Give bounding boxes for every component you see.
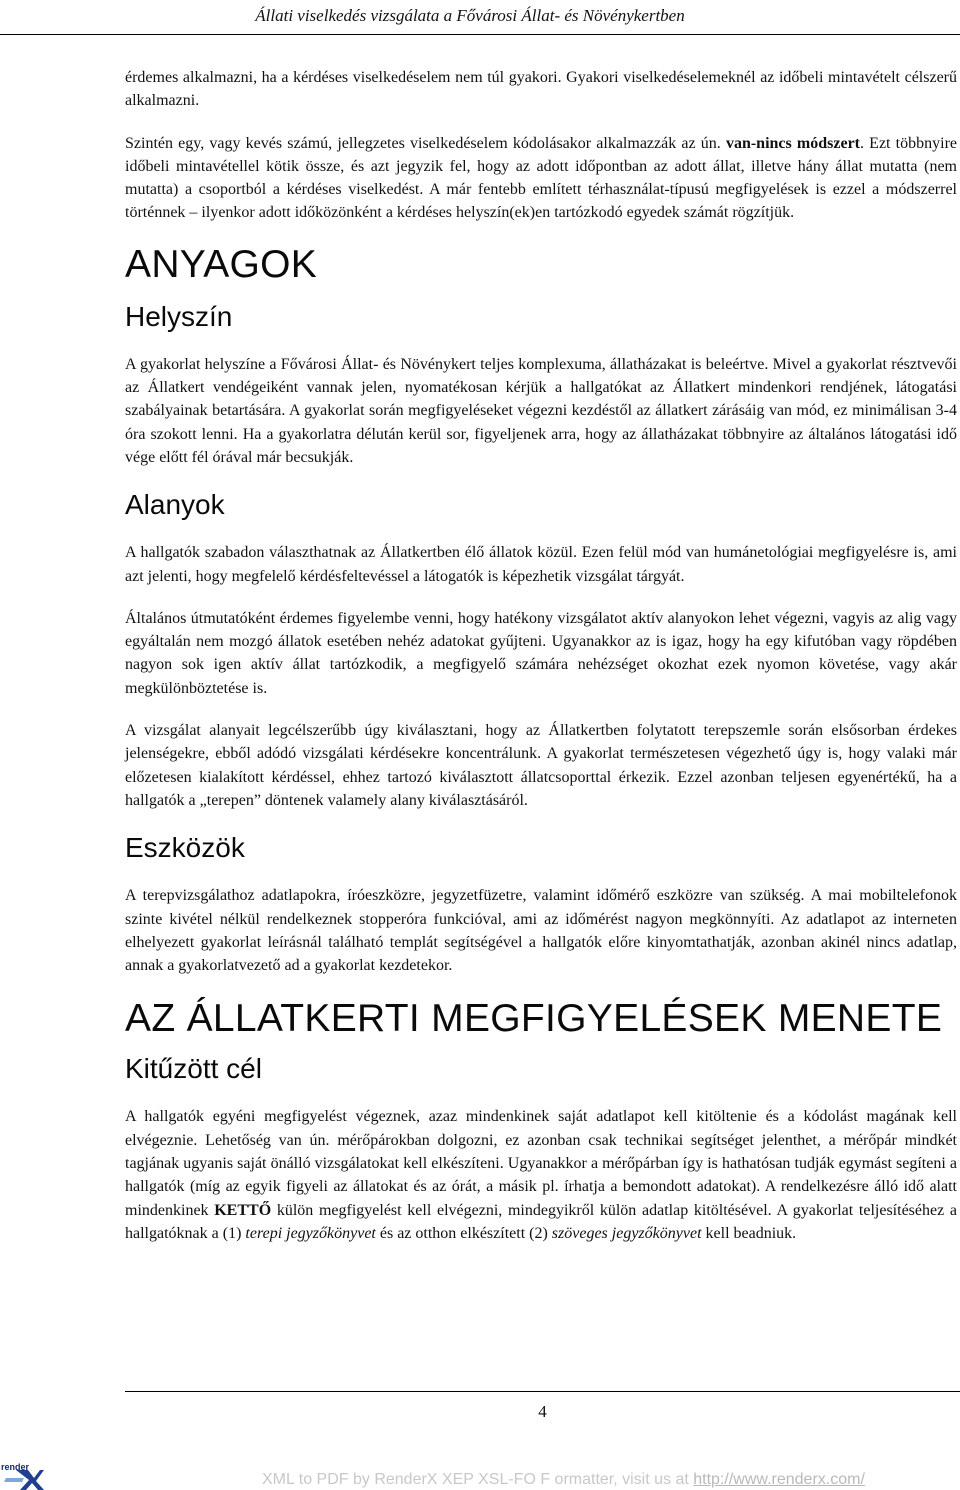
text-span: külön megfigyelést kell elvégezni, mindegyikről külön adatlap kitöltésével. A gyakorlat teljesítéséhez a hallgatóknak a (1) bbox=[125, 1201, 957, 1242]
text-span: kell beadniuk. bbox=[701, 1224, 797, 1242]
paragraph-kituzott-cel bbox=[125, 1105, 957, 1245]
heading-alanyok: Alanyok bbox=[125, 489, 225, 521]
paragraph-alanyok-1: A hallgatók szabadon választhatnak az Állatkertben élő állatok közül. Ezen felül mód van humánetológiai megfigyelésre is, ami azt jelenti, hogy megfelelő kérdésfeltevéssel a látogatók is képezhetik vizsgálat tárgyát. bbox=[125, 544, 957, 585]
watermark bbox=[262, 1471, 865, 1489]
page-content bbox=[125, 66, 957, 1245]
heading-anyagok: ANYAGOK bbox=[125, 242, 318, 286]
heading-helyszin: Helyszín bbox=[125, 300, 233, 332]
text-span: Szintén egy, vagy kevés számú, jellegzetes viselkedéselem kódolásakor alkalmazzák az ún. bbox=[125, 134, 726, 152]
page-number: 4 bbox=[538, 1402, 547, 1421]
bold-term: van-nincs módszert bbox=[725, 134, 861, 152]
paragraph-sampling-intro: érdemes alkalmazni, ha a kérdéses viselkedéselem nem túl gyakori. Gyakori viselkedéselemeknél az időbeli mintavételt célszerű alkalmazni. bbox=[125, 69, 957, 110]
logo-text: render bbox=[1, 1462, 30, 1472]
paragraph-alanyok-3: A vizsgálat alanyait legcélszerűbb úgy kiválasztani, hogy az Állatkertben folytatott terepszemle során elsősorban érdekes jelenségekre, ebből adódó vizsgálati kérdésekre koncentrálunk. A gyakorlat természetesen végezhető úgy is, hogy valaki már előzetesen kialakított kérdéssel, ehhez tartozó kiválasztott állatcsoporttal érkezik. Ezzel azonban teljesen egyenértékű, ha a hallgatók a „terepen” döntenek valamely alany kiválasztásáról. bbox=[125, 722, 957, 809]
header-rule bbox=[0, 34, 960, 35]
paragraph-alanyok-2: Általános útmutatóként érdemes figyelembe venni, hogy hatékony vizsgálatot aktív alanyokon lehet végezni, vagyis az alig vagy egyáltalán nem mozgó állatok esetében nehéz adatokat gyűjteni. Ugyanakkor az is igaz, hogy ha egy kifutóban vagy röpdében nagyon sok igen aktív állat tartózkodik, a megfigyelő számára nehézséget okozhat ezek nyomon követése, vagy akár megkülönböztetése is. bbox=[125, 609, 957, 697]
heading-kituzott-cel: Kitűzött cél bbox=[125, 1053, 262, 1085]
watermark-text: XML to PDF by RenderX XEP XSL-FO F ormatter, visit us at bbox=[262, 1471, 694, 1488]
bold-term: KETTŐ bbox=[214, 1201, 272, 1219]
paragraph-helyszin: A gyakorlat helyszíne a Fővárosi Állat- és Növénykert teljes komplexuma, állatházakat is beleértve. Mivel a gyakorlat résztvevői az Állatkert vendégeiként vannak jelen, nyomatékosan kérjük a hallgatókat az Állatkert mindenkori rendjének, látogatási szabályainak betartására. A gyakorlat során megfigyeléseket végezni kezdéstől az állatkert zárásáig van mód, ez minimálisan 3-4 óra szokott lenni. Ha a gyakorlatra délután kerül sor, figyeljenek arra, hogy az állatházakat többnyire az általános látogatási idő vége előtt fél órával már becsukják. bbox=[125, 355, 957, 466]
watermark-link[interactable]: http://www.renderx.com/ bbox=[693, 1471, 865, 1488]
heading-menete: AZ ÁLLATKERTI MEGFIGYELÉSEK MENETE bbox=[125, 997, 943, 1041]
text-span: . Ezt többnyire időbeli mintavétellel kötik össze, és azt jegyzik fel, hogy az adott időpontban az adott állat, illetve hány állat mutatta (nem mutatta) a csoportból a kérdéses viselkedést. A már fentebb említett térhasználat-típusú megfigyelések is ezzel a módszerrel történnek – ilyenkor adott időközönként a kérdéses helyszín(ek)en tartózkodó egyedek számát rögzítjük. bbox=[125, 134, 957, 222]
running-header: Állati viselkedés vizsgálata a Fővárosi Állat- és Növénykertben bbox=[255, 6, 685, 25]
italic-term: szöveges jegyzőkönyvet bbox=[551, 1224, 702, 1242]
text-span: A hallgatók egyéni megfigyelést végeznek, azaz mindenkinek saját adatlapot kell kitöltenie és a kódolást magának kell elvégeznie. Lehetőség van ún. mérőpárokban dolgozni, ez azonban csak technikai segítséget jelenthet, a mérőpár mindkét tagjának ugyanis saját önálló vizsgálatokat kell elkészíteni. Ugyanakkor a mérőpárban így is hathatósan tudják egymást segíteni a hallgatók (míg az egyik figyeli az állatokat és az órát, a másik pl. írhatja a bemondott adatokat). A rendelkezésre álló idő alatt mindenkinek bbox=[125, 1108, 957, 1219]
paragraph-van-nincs bbox=[125, 132, 957, 225]
text-span: és az otthon elkészített (2) bbox=[375, 1224, 552, 1242]
paragraph-eszkozok: A terepvizsgálathoz adatlapokra, íróeszközre, jegyzetfüzetre, valamint időmérő eszközre van szükség. A mai mobiltelefonok szinte kivétel nélkül rendelkeznek stopperóra funkcióval, ami az időmérést nagyon megkönnyíti. Az adatlapot az interneten elhelyezett gyakorlat leírásnál található templát segítségével a hallgatók előre kinyomtathatják, azonban akinél nincs adatlap, annak a gyakorlatvezető ad a gyakorlat kezdetekor. bbox=[125, 887, 957, 975]
italic-term: terepi jegyzőkönyvet bbox=[245, 1224, 376, 1242]
heading-eszkozok: Eszközök bbox=[125, 832, 245, 864]
footer-rule bbox=[125, 1391, 960, 1392]
